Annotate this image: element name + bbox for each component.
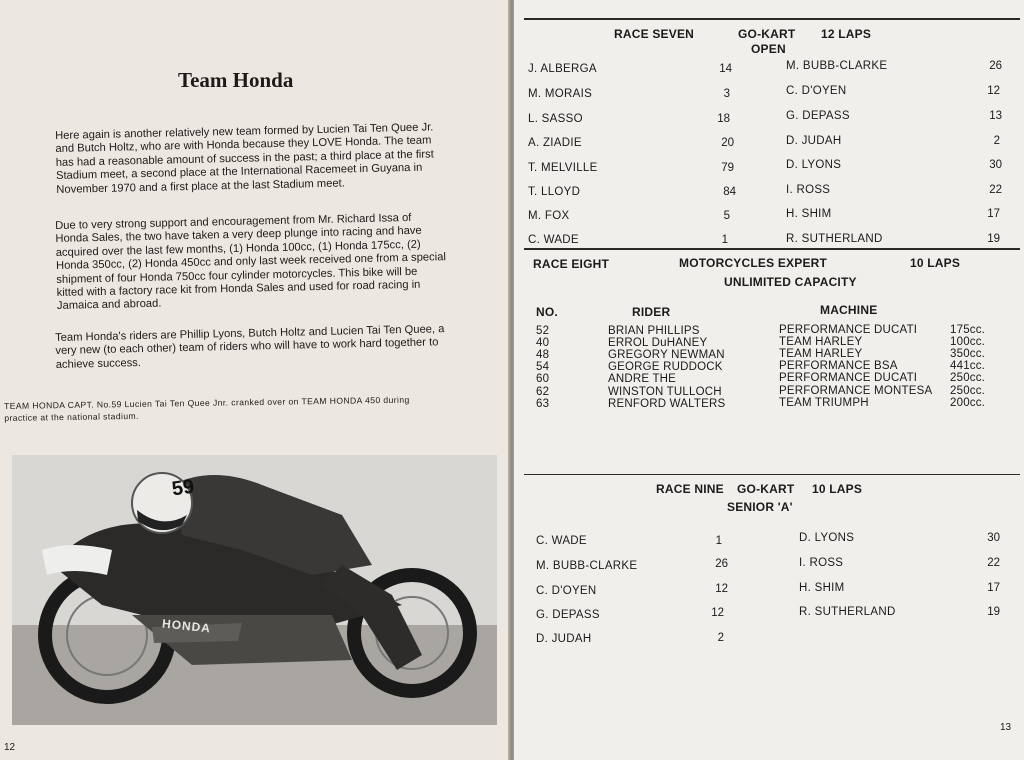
entrant-number: 22 (989, 184, 1002, 196)
entrant-name: D. LYONS (799, 532, 855, 544)
race-eight-class: MOTORCYCLES EXPERT (679, 256, 828, 270)
race-eight-category: UNLIMITED CAPACITY (724, 275, 857, 289)
motorcycle-rider-illustration (12, 455, 497, 725)
entrant-name: D. LYONS (786, 159, 842, 171)
column-header-rider: RIDER (632, 305, 671, 319)
rider-machine: PERFORMANCE MONTESA (779, 385, 933, 397)
engine-capacity: 350cc. (950, 348, 986, 360)
photo-caption: TEAM HONDA CAPT. No.59 Lucien Tai Ten Quee Jnr. cranked over on TEAM HONDA 450 during practice at the national stadium. (4, 394, 410, 423)
entrant-name: G. DEPASS (786, 110, 850, 122)
rider-name: GEORGE RUDDOCK (608, 361, 723, 373)
entrant-number: 84 (723, 186, 736, 198)
page-title: Team Honda (178, 68, 294, 92)
entrant-number: 19 (987, 233, 1000, 245)
riders-paragraph: Team Honda's riders are Phillip Lyons, Butch Holtz and Lucien Tai Ten Quee, a very new (to each other) team of riders who will have to work hard together to achieve success. (55, 323, 445, 371)
entrant-name: G. DEPASS (536, 609, 600, 621)
rider-name: RENFORD WALTERS (608, 398, 726, 410)
tank-brand-text: HONDA (161, 616, 212, 636)
entrant-number: 13 (989, 110, 1002, 122)
race-eight-title: RACE EIGHT (533, 257, 610, 271)
rider-number: 48 (536, 349, 550, 361)
entrant-number: 3 (723, 88, 730, 100)
rider-number: 52 (536, 325, 550, 337)
rider-name: WINSTON TULLOCH (608, 386, 722, 398)
rider-number: 62 (536, 386, 550, 398)
intro-paragraph: Here again is another relatively new team formed by Lucien Tai Ten Quee Jr. and Butch Holtz, who are with Honda because they LOVE Honda. The team has had a reasonable amount of success in the past; a third place at the first Stadium meet, a second place at the International Racemeet in Guyana in November 1970 and a first place at the last Stadium meet. (55, 121, 434, 196)
entrant-number: 26 (715, 558, 728, 570)
entrant-number: 30 (989, 159, 1002, 171)
rider-name: BRIAN PHILLIPS (608, 325, 700, 337)
entrant-name: C. WADE (528, 234, 579, 246)
rider-machine: TEAM HARLEY (779, 348, 863, 360)
rider-machine: PERFORMANCE DUCATI (779, 324, 918, 336)
entrant-number: 79 (721, 162, 734, 174)
entrant-number: 14 (719, 63, 732, 75)
entrant-name: M. BUBB-CLARKE (786, 60, 888, 72)
entrant-number: 12 (711, 607, 724, 619)
entrant-name: T. LLOYD (528, 186, 581, 198)
engine-capacity: 175cc. (950, 324, 986, 336)
entrant-number: 1 (721, 234, 728, 246)
entrant-number: 20 (721, 137, 734, 149)
entrant-name: M. MORAIS (528, 88, 593, 100)
entrant-name: I. ROSS (786, 184, 831, 196)
entrant-number: 12 (715, 583, 728, 595)
entrant-number: 5 (723, 210, 730, 222)
race-seven-laps: 12 LAPS (821, 27, 872, 41)
rider-machine: PERFORMANCE DUCATI (779, 372, 918, 384)
rider-machine: TEAM TRIUMPH (779, 397, 869, 409)
entrant-number: 17 (987, 582, 1000, 594)
race-nine-class: GO-KART (737, 482, 795, 496)
entrant-name: T. MELVILLE (528, 162, 598, 174)
right-page (514, 0, 1024, 760)
engine-capacity: 441cc. (950, 360, 986, 372)
entrant-name: D. JUDAH (786, 135, 842, 147)
rider-machine: PERFORMANCE BSA (779, 360, 898, 372)
entrant-number: 17 (987, 208, 1000, 220)
entrant-name: H. SHIM (799, 582, 845, 594)
column-header-no: NO. (536, 305, 558, 319)
entrant-number: 12 (987, 85, 1000, 97)
race-nine-laps: 10 LAPS (812, 482, 863, 496)
entrant-name: C. D'OYEN (536, 585, 597, 597)
entrant-number: 18 (717, 113, 730, 125)
rider-name: ANDRE THE (608, 373, 677, 385)
rider-number: 63 (536, 398, 550, 410)
rider-number: 40 (536, 337, 550, 349)
page-number-right: 13 (1000, 722, 1012, 733)
entrant-name: R. SUTHERLAND (786, 233, 883, 245)
entrant-name: D. JUDAH (536, 633, 592, 645)
rider-machine: TEAM HARLEY (779, 336, 863, 348)
race-seven-category: OPEN (751, 42, 786, 56)
entrant-name: H. SHIM (786, 208, 832, 220)
entrant-name: M. BUBB-CLARKE (536, 560, 638, 572)
entrant-name: L. SASSO (528, 113, 583, 125)
entrant-number: 19 (987, 606, 1000, 618)
motorcycle-photo (12, 455, 497, 725)
engine-capacity: 250cc. (950, 372, 986, 384)
entrant-number: 2 (993, 135, 1000, 147)
engine-capacity: 100cc. (950, 336, 986, 348)
entrant-number: 22 (987, 557, 1000, 569)
engine-capacity: 250cc. (950, 385, 986, 397)
race-seven-title: RACE SEVEN (614, 27, 695, 41)
entrant-name: M. FOX (528, 210, 570, 222)
entrant-name: A. ZIADIE (528, 137, 582, 149)
entrant-name: I. ROSS (799, 557, 844, 569)
race-nine-top-rule (524, 474, 1020, 475)
rider-number: 54 (536, 361, 550, 373)
left-page (0, 0, 510, 760)
support-paragraph: Due to very strong support and encouragement from Mr. Richard Issa of Honda Sales, the two have taken a very deep plunge into racing and have acquired over the last few months, (1) Honda 100cc, (1) Honda 175cc, (2) Honda 350cc, (2) Honda 450cc and only last week received one from a special shipment of four Honda 750cc four cylinder motorcycles. This bike will be kitted with a factory race kit from Honda Sales and used for road racing in Jamaica and abroad. (55, 211, 447, 313)
entrant-name: J. ALBERGA (528, 63, 597, 75)
entrant-number: 2 (717, 632, 724, 644)
race-eight-top-rule (524, 248, 1020, 250)
engine-capacity: 200cc. (950, 397, 986, 409)
entrant-name: C. D'OYEN (786, 85, 847, 97)
entrant-number: 1 (715, 535, 722, 547)
entrant-name: R. SUTHERLAND (799, 606, 896, 618)
rider-name: GREGORY NEWMAN (608, 349, 725, 361)
column-header-machine: MACHINE (820, 303, 878, 317)
race-nine-category: SENIOR 'A' (727, 500, 793, 514)
rider-number: 59 (170, 475, 196, 501)
entrant-number: 26 (989, 60, 1002, 72)
race-eight-laps: 10 LAPS (910, 256, 961, 270)
race-seven-top-rule (524, 18, 1020, 20)
race-nine-title: RACE NINE (656, 482, 724, 496)
race-seven-class: GO-KART (738, 27, 796, 41)
rider-name: ERROL DuHANEY (608, 337, 708, 349)
rider-number: 60 (536, 373, 550, 385)
entrant-number: 30 (987, 532, 1000, 544)
entrant-name: C. WADE (536, 535, 587, 547)
page-number-left: 12 (4, 742, 16, 753)
